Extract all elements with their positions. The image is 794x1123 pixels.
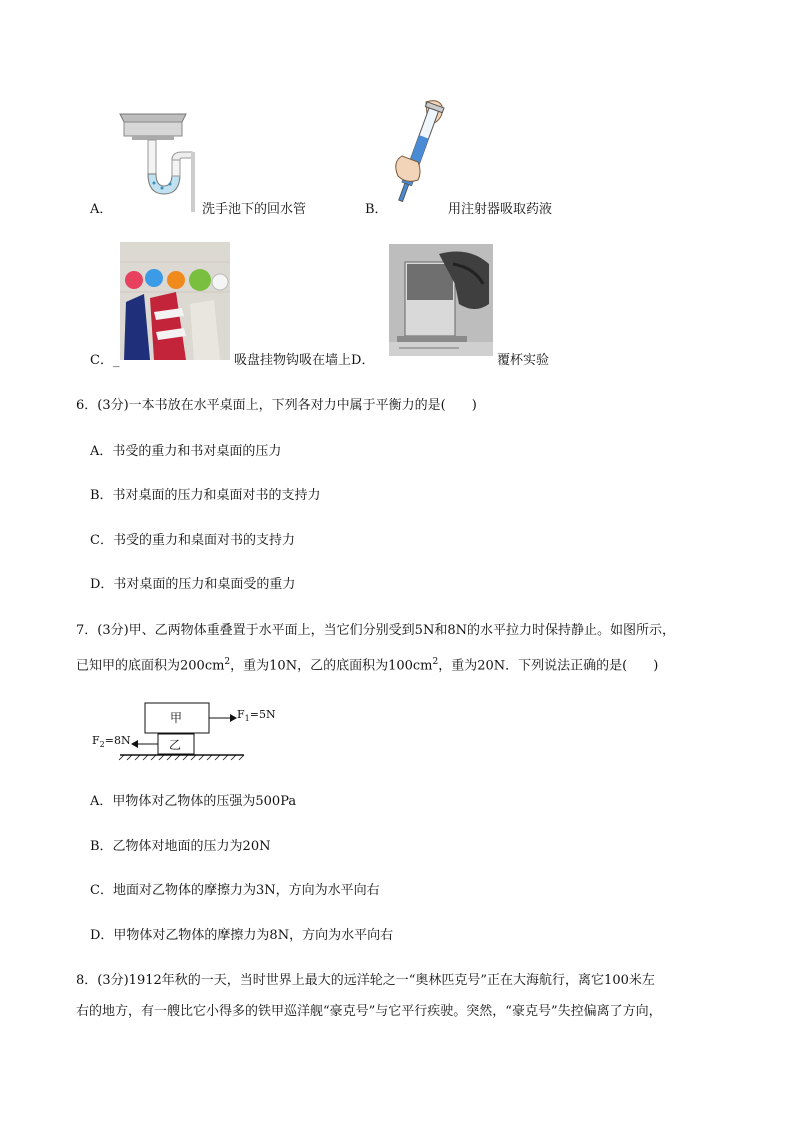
block-jia-label: 甲 [170,711,183,725]
q8-stem-line1: 8．(3分)1912年秋的一天，当时世界上最大的远洋轮之一“奥林匹克号”正在大海航行，离它100米左 [76,973,655,988]
q7-stem-line2 [76,652,658,676]
f1-symbol: F [237,708,245,721]
q6-option-b: B．书对桌面的压力和桌面对书的支持力 [90,488,321,503]
q6-option-a: A．书受的重力和书对桌面的压力 [90,444,282,459]
force-diagram [92,700,292,762]
f1-label [237,708,276,723]
f1-subscript: 1 [244,714,250,724]
q5-option-d-letter: D． [351,353,375,368]
f2-label [92,734,131,749]
q5-option-b-caption: 用注射器吸取药液 [448,202,553,217]
q7-sup-2: 2 [432,657,439,667]
f2-value: =8N [104,734,131,747]
q5-option-c-blank: _ [112,353,120,368]
q7-stem-line1: 7．(3分)甲、乙两物体重叠置于水平面上，当它们分别受到5N和8N的水平拉力时保持静止。如图所示， [76,623,675,638]
q7-option-b: B．乙物体对地面的压力为20N [90,839,271,854]
q7-option-c: C．地面对乙物体的摩擦力为3N，方向为水平向右 [90,883,380,898]
q7-option-a: A．甲物体对乙物体的压强为500Pa [90,794,297,809]
q5-option-a-caption: 洗手池下的回水管 [202,202,307,217]
q7-option-d: D．甲物体对乙物体的摩擦力为8N，方向为水平向右 [90,928,394,943]
q6-stem: 6．(3分)一本书放在水平桌面上，下列各对力中属于平衡力的是( ) [76,398,477,413]
q5-option-c-caption-text: 吸盘挂物钩吸在墙上 [234,353,352,368]
f1-value: =5N [249,708,276,721]
q5-option-b [365,200,388,220]
q5-option-a [90,200,112,220]
q7-sup-1: 2 [224,657,231,667]
q5-option-c-caption [234,351,374,371]
q5-option-b-letter: B． [365,202,388,217]
f2-symbol: F [92,734,100,747]
q7-line2-c: ，重为20N．下列说法正确的是( ) [438,658,659,674]
q5-option-c [90,351,119,371]
suction-hook-photo [120,242,230,360]
q6-option-c: C．书受的重力和桌面对书的支持力 [90,533,295,548]
sink-pipe-figure [112,108,202,216]
f2-subscript: 2 [99,740,105,750]
syringe-figure [388,96,448,216]
q5-option-d-caption: 覆杯实验 [497,353,550,368]
q8-stem-line2: 右的地方，有一艘比它小得多的铁甲巡洋舰“豪克号”与它平行疾驶。突然，“豪克号”失控偏离了方向， [76,1004,662,1019]
q7-line2-b: ，重为10N，乙的底面积为100cm [230,658,433,674]
block-yi-label: 乙 [169,738,182,752]
q5-option-a-letter: A． [90,202,113,217]
q6-option-d: D．书对桌面的压力和桌面受的重力 [90,577,296,592]
q7-line2-a: 已知甲的底面积为200cm [76,658,225,674]
q5-option-c-letter: C． [90,353,113,368]
inverted-cup-photo [389,244,493,356]
